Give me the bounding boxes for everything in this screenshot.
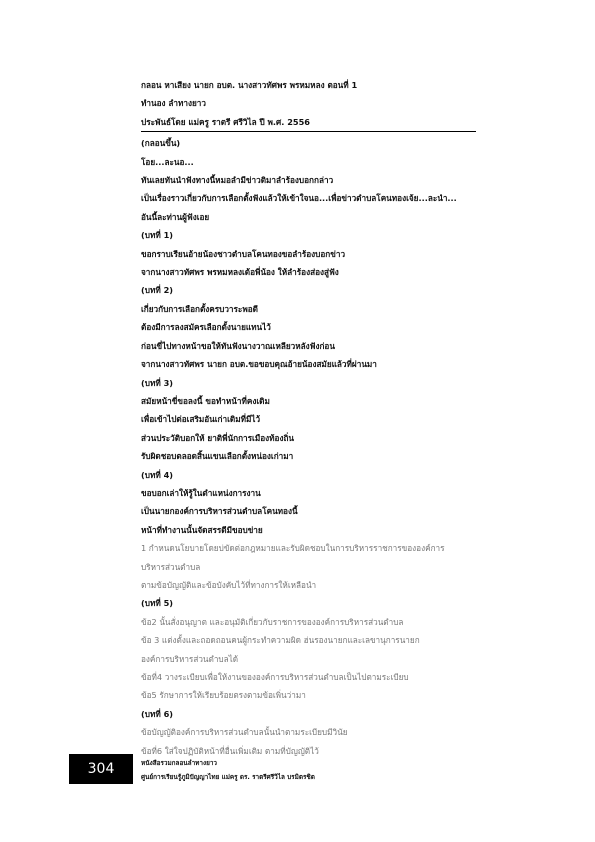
lyric-line: ข้อ2 นั้นสั่งอนุญาต และอนุมัติเกี่ยวกับราชการขององค์การบริหารส่วนตำบล — [141, 616, 404, 627]
lyric-line: ตามข้อบัญญัติและข้อบังคับไว้ที่ทางการให้เหลือนำ — [141, 579, 317, 590]
verse-heading: (บทที่ 5) — [141, 598, 174, 609]
lyric-line: เป็นเรื่องราวเกี่ยวกับการเลือกตั้งฟังแล้วให้เข้าใจนอ...เพื่อข่าวตำบลโคนทองเจ้ย...ละนำ... — [141, 193, 457, 204]
footer-book-title: หนังสือรวมกลอนลำทางยาว — [141, 759, 218, 767]
lyric-line: ข้อที่4 วางระเบียบเพื่อให้งานขององค์การบริหารส่วนตำบลเป็นไปตามระเบียบ — [141, 672, 409, 682]
lyric-line: เพื่อเข้าไปต่อเสริมอันเก่าเดิมที่มีไว้ — [141, 414, 261, 425]
lyric-line: ขอบอกเล่าให้รู้ในตำแหน่งการงาน — [141, 487, 261, 498]
lyric-line: ต้องมีการลงสมัครเลือกตั้งนายแทนไว้ — [141, 322, 271, 333]
lyric-line: ส่วนประวัติบอกให้ ยาติพี่นักการเมืองท้องถิ่น — [141, 432, 295, 443]
lyric-line: เกี่ยวกับการเลือกตั้งครบวาระพอดี — [141, 303, 258, 314]
lyric-line: อันนี้ละท่านผู้ฟังเอย — [141, 211, 210, 222]
verse-heading: (บทที่ 4) — [141, 469, 174, 480]
lyrics-content — [141, 76, 476, 760]
lyric-line: ข้อบัญญัติองค์การบริหารส่วนตำบลนั้นนำตามระเบียบมีวินัย — [141, 727, 348, 738]
lyric-line: สมัยหน้าขี่ขอลงนี้ ขอทำหน้าที่คงเดิม — [141, 395, 270, 406]
verse-heading: (กลอนขึ้น) — [141, 138, 181, 149]
lyric-line: จากนางสาวทัศพร พรหมหลงเด้อพี่น้อง ให้ลำร้องส่องสู่ฟัง — [141, 267, 339, 278]
page-number: 304 — [69, 754, 133, 784]
lyric-line: ข้อ 3 แต่งตั้งและถอดถอนคนผู้กระทำความผิด ฮ่นรองนายกและเลขานุการนายก — [141, 635, 420, 646]
lyric-line: หน้าที่ทำงานนั้นจัดสรรดีมีขอบข่าย — [141, 524, 263, 535]
footer-publisher: ศูนย์การเรียนรู้ภูมิปัญญาไทย แม่ครู ดร. ราตรีศรีวิไล บรมิตรชิต — [141, 773, 315, 781]
verse-heading: (บทที่ 3) — [141, 377, 174, 388]
footer-text — [141, 756, 481, 784]
verse-heading: (บทที่ 1) — [141, 230, 174, 241]
lyric-line: จากนางสาวทัศพร นายก อบต.ขอขอบคุณอ้ายน้องสมัยแล้วที่ผ่านมา — [141, 359, 377, 370]
header-author: ประพันธ์โดย แม่ครู ราตรี ศรีวิไล ปี พ.ศ. 2556 — [141, 116, 310, 127]
header-title: กลอน หาเสียง นายก อบต. นางสาวทัศพร พรหมหลง ตอนที่ 1 — [141, 80, 358, 90]
lyric-line: โอย...ละนอ... — [141, 156, 194, 167]
lyric-line: รับผิดชอบตลอดสิ้นแขนเลือกตั้งหน่องเก่ามา — [141, 451, 294, 462]
lyric-line: ข้อที่6 ใส่ใจปฏิบัติหน้าที่อื่นเพิ่มเติม ตามที่บัญญัติไว้ — [141, 745, 319, 756]
lyric-line: องค์การบริหารส่วนตำบลได้ — [141, 653, 239, 664]
header-divider — [141, 131, 476, 132]
lyric-line: เป็นนายกองค์การบริหารส่วนตำบลโคนทองนี้ — [141, 506, 298, 517]
lyric-line: ก่อนขี่ไปทางหน้าขอให้ทันฟังนางวาณเหลียวหลังฟังก่อน — [141, 340, 335, 351]
lyrics-lines — [141, 134, 476, 760]
verse-heading: (บทที่ 2) — [141, 285, 174, 296]
lyric-line: ข้อ5 รักษาการให้เรียบร้อยตรงตามข้อเพิ่นว่ามา — [141, 690, 306, 701]
header-melody: ทำนอง ลำทางยาว — [141, 98, 206, 109]
lyric-line: ทันเลยทันนำฟังทางนี้หมอลำมีข่าวดิมาลำร้องบอกกล่าว — [141, 175, 334, 186]
verse-heading: (บทที่ 6) — [141, 708, 174, 719]
lyric-line: ขอกราบเรียนอ้ายน้องชาวตำบลโคนทองขอลำร้องบอกข่าว — [141, 248, 346, 259]
lyric-line: 1 กำหนดนโยบายโดยบ่ขัดต่อกฎหมายและรับผิดชอบในการบริหารราชการขององค์การ — [141, 543, 445, 554]
lyric-line: บริหารส่วนตำบล — [141, 561, 201, 572]
